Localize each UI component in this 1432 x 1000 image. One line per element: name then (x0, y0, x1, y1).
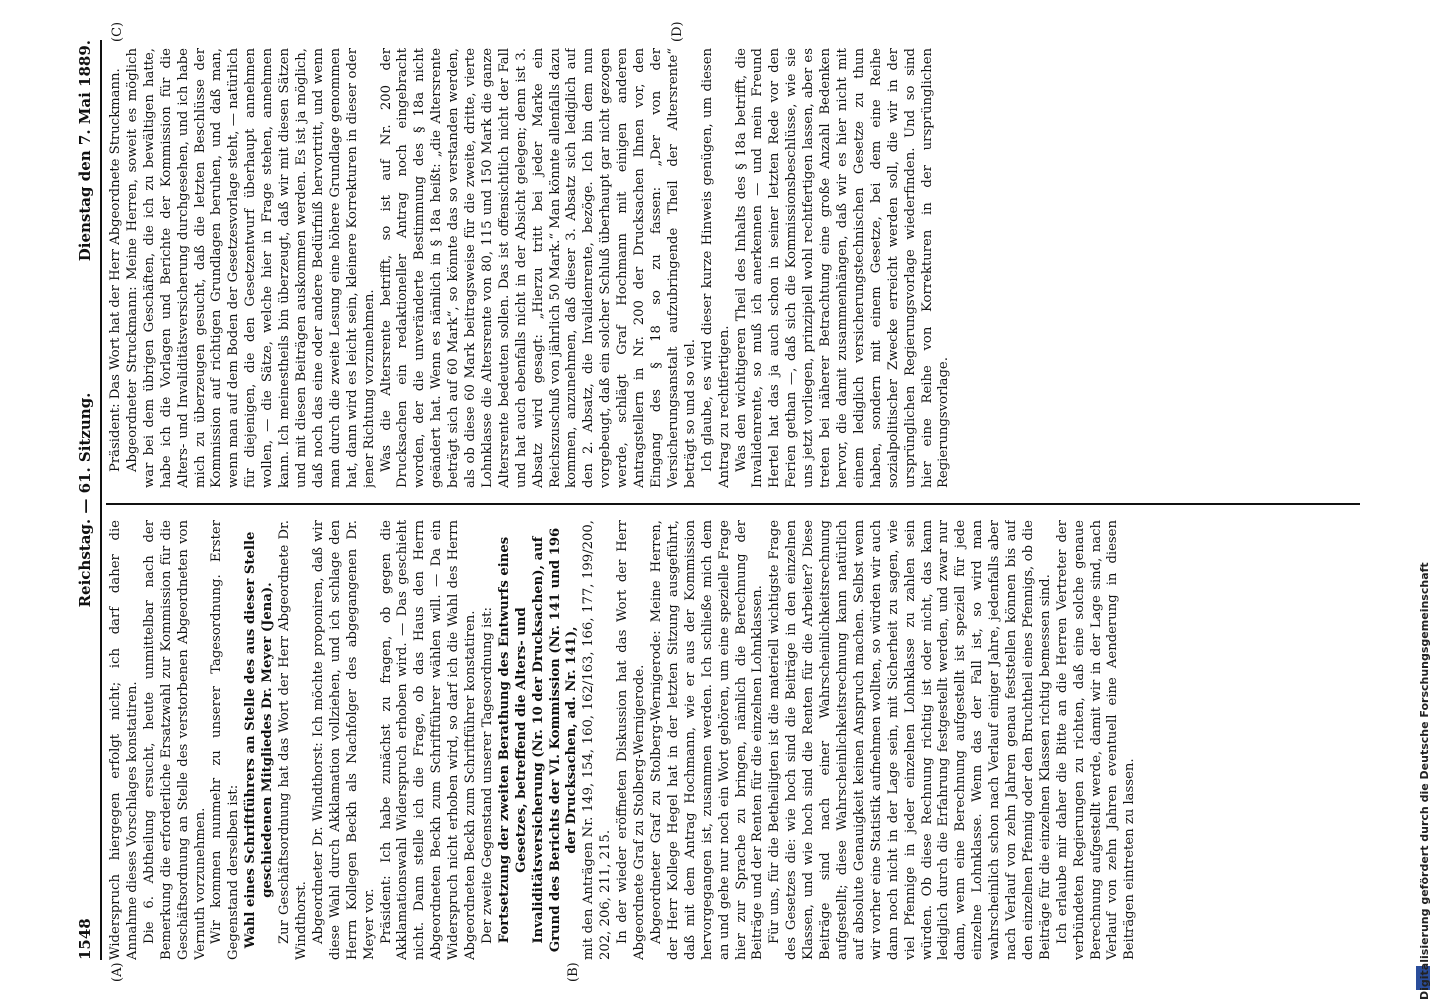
page-number: 1548 (76, 918, 94, 960)
margin-marker-c: (C) (110, 21, 125, 42)
paragraph: Abgeordneter Graf zu Stolberg-Wernigerode: Meine Herren, der Herr Kollege Hegel hat in der letzten Sitzung ausgeführt, daß mit dem Antrag Hochmann, wie er aus der Kommission hervorgegangen ist, zusammen werden. Ich schließe mich dem an und gehe nur noch ein Wort gehören, um eine spezielle Frage hier zur Sprache zu bringen, nämlich die Berechnung der Beiträge und der Renten für die einzelnen Lohnklassen. (649, 520, 766, 960)
column-divider (106, 503, 1360, 505)
left-column (108, 520, 1356, 960)
paragraph: Die 6. Abtheilung ersucht, heute unmittelbar nach der Bemerkung die erforderliche Ersatzwahl zur Kommission für die Geschäftsordnung an Stelle des verstorbenen Abgeordneten von Vernuth vorzunehmen. (141, 520, 208, 960)
right-column (108, 48, 1356, 488)
running-title: Reichstag. — 61. Sitzung. (76, 392, 94, 608)
paragraph: Ich glaube, es wird dieser kurze Hinweis genügen, um diesen Antrag zu rechtfertigen. (699, 48, 732, 488)
paragraph: Abgeordneter Dr. Windthorst: Ich möchte proponiren, daß wir diese Wahl durch Akklamation vollziehen, und ich schlage den Herrn Kollegen Beckh als Nachfolger des abgegangenen Dr. Meyer vor. (310, 520, 377, 960)
paragraph: Was die Altersrente betrifft, so ist auf Nr. 200 der Drucksachen ein redaktioneller Antrag noch eingebracht worden, der die unveränderte Bestimmung des § 18a nicht geändert hat. Wenn es nämlich in § 18a heißt: „die Altersrente beträgt sich auf 60 Mark“, so könnte das so verstanden werden, als ob diese 60 Mark beitragsweise für die zweite, dritte, vierte Lohnklasse die Altersrente von 80, 115 und 150 Mark die ganze Altersrente bedeuten sollen. Das ist offensichtlich nicht der Fall und hat auch ebenfalls nicht in der Absicht gelegen; denn ist 3. Absatz wird gesagt: „Hierzu tritt bei jeder Marke ein Reichszuschuß von jährlich 50 Mark.“ Man könnte allenfalls dazu kommen, anzunehmen, daß dieser 3. Absatz sich lediglich auf den 2. Absatz, die Invalidenrente, bezöge. Ich bin dem nun vorgebeugt, daß ein solcher Schluß überhaupt gar nicht gezogen werde, schlägt Graf Hochmann mit einigen anderen Antragstellern in Nr. 200 der Drucksachen Ihnen vor, den Eingang des § 18 so zu fassen: „Der von der Versicherungsanstalt aufzubringende Theil der Altersrente“ beträgt so und so viel. (378, 48, 698, 488)
paragraph: Widerspruch hiergegen erfolgt nicht; ich darf daher die Annahme dieses Vorschlages konstatiren. (108, 520, 140, 960)
paragraph: Abgeordneter Struckmann: Meine Herren, soweit es möglich war bei dem übrigen Geschäften, die ich zu bewältigen hatte, habe ich die Vorlagen und Berichte der Kommission für die Alters- und Invaliditätsversicherung durchgesehen, und ich habe mich zu überzeugen gesucht, daß die letzten Beschlüsse der Kommission auf richtigen Grundlagen beruhen, und daß man, wenn man auf dem Boden der Gesetzesvorlage steht, — natürlich für diejenigen, die den Gesetzentwurf überhaupt annehmen wollen, — die Sätze, welche hier in Frage stehen, annehmen kann. Ich meinestheils bin überzeugt, daß wir mit diesen Sätzen und mit diesen Beiträgen auskommen werden. Es ist ja möglich, daß noch das eine oder andere Bedürfniß hervortritt, und wenn man durch die zweite Lesung eine höhere Grundlage genommen hat, dann wird es leicht sein, kleinere Korrekturen in dieser oder jener Richtung vorzunehmen. (124, 48, 377, 488)
agenda-heading: Wahl eines Schriftführers an Stelle des aus dieser Stelle geschiedenen Mitgliedes Dr. Meyer (Jena). (243, 531, 276, 949)
paragraph: Für uns, für die Betheiligten ist die materiell wichtigste Frage des Gesetzes die: wie hoch sind die Beiträge in den einzelnen Klassen, und wie hoch sind die Renten für die Arbeiter? Diese Beiträge sind nach einer Wahrscheinlichkeitsrechnung aufgestellt; diese Wahrscheinlichkeitsrechnung kann natürlich auf absolute Genauigkeit keinen Anspruch machen. Selbst wenn wir vorher eine Statistik aufnehmen wollten, so würden wir auch dann noch nicht in der Lage sein, mit Sicherheit zu sagen, wie viel Pfennige in jeder einzelnen Lohnklasse zu zahlen sein würden. Ob diese Rechnung richtig ist oder nicht, das kann lediglich durch die Erfahrung festgestellt werden, und zwar nur dann, wenn eine Berechnung aufgestellt ist speziell für jede einzelne Lohnklasse. Wenn das der Fall ist, so wird man wahrscheinlich schon nach Verlauf einiger Jahre, jedenfalls aber nach Verlauf von zehn Jahren genau feststellen können bis auf den einzelnen Pfennig oder den Bruchtheil eines Pfennigs, ob die Beiträge für die einzelnen Klassen richtig bemessen sind. (767, 520, 1053, 960)
paragraph: Präsident: Das Wort hat der Herr Abgeordnete Struckmann. (108, 68, 123, 472)
paragraph: Zur Geschäftsordnung hat das Wort der Herr Abgeordnete Dr. Windthorst. (277, 520, 309, 960)
margin-marker-a: (A) (110, 962, 125, 982)
paragraph: Der zweite Gegenstand unserer Tagesordnung ist: (479, 607, 495, 944)
digitization-credit: Digitalisierung gefördert durch die Deutsche Forschungsgemeinschaft (1418, 562, 1431, 1000)
paragraph: mit den Anträgen Nr. 149, 154, 160, 162/163, 166, 177, 199/200, 202, 206, 211, 215. (581, 520, 614, 960)
paragraph: Wir kommen nunmehr zu unserer Tagesordnung. Erster Gegenstand derselben ist: (209, 520, 242, 960)
paragraph: Präsident: Ich habe zunächst zu fragen, ob gegen die Akklamationswahl Widerspruch erhoben wird. — Das geschieht nicht. Dann stelle ich die Frage, ob das Haus den Herrn Abgeordneten Beckh zum Schriftführer wählen will. — Da ein Widerspruch nicht erhoben wird, so darf ich die Wahl des Herrn Abgeordneten Beckh zum Schriftführer konstatiren. (378, 520, 479, 960)
session-date: Dienstag den 7. Mai 1889. (76, 40, 94, 262)
agenda-heading: Fortsetzung der zweiten Berathung des Entwurfs eines Gesetzes, betreffend die Alters- und Invaliditätsversicherung (Nr. 10 der Drucksachen), auf Grund des Berichts der VI. Kommission (Nr. 141 und 196 der Drucksachen, ad. Nr. 141), (496, 527, 580, 953)
paragraph: Was den wichtigeren Theil des Inhalts des § 18a betrifft, die Invalidenrente, so muß ich anerkennen — und mein Freund Hertel hat das ja auch schon in seiner letzten Rede vor den Ferien gethan —, daß sich die Kommissionsbeschlüsse, wie sie uns jetzt vorliegen, prinzipiell wohl rechtfertigen lassen, aber es treten bei näherer Betrachtung eine große Anzahl Bedenken hervor, die damit zusammenhängen, daß wir es hier nicht mit einem lediglich versicherungstechnischen Gesetze zu thun haben, sondern mit einem Gesetze, bei dem eine Reihe sozialpolitischer Zwecke erreicht werden soll, die wir in der ursprünglichen Regierungsvorlage wiederfinden. Und so sind hier eine Reihe von Korrekturen in der ursprünglichen Regierungsvorlage. (733, 48, 952, 488)
paragraph: Ich erlaube mir daher die Bitte an die Herren Vertreter der verbündeten Regierungen zu richten, daß eine solche genaue Berechnung aufgestellt werde, damit wir in der Lage sind, nach Verlauf von zehn Jahren eventuell eine Aenderung in diesen Beiträgen eintreten zu lassen. (1054, 520, 1138, 960)
margin-marker-b: (B) (566, 962, 581, 982)
page-header (74, 40, 102, 960)
paragraph: In der wieder eröffneten Diskussion hat das Wort der Herr Abgeordnete Graf zu Stolberg-Wernigerode. (615, 520, 648, 960)
margin-marker-d: (D) (670, 21, 685, 42)
scanned-page (66, 20, 1366, 980)
